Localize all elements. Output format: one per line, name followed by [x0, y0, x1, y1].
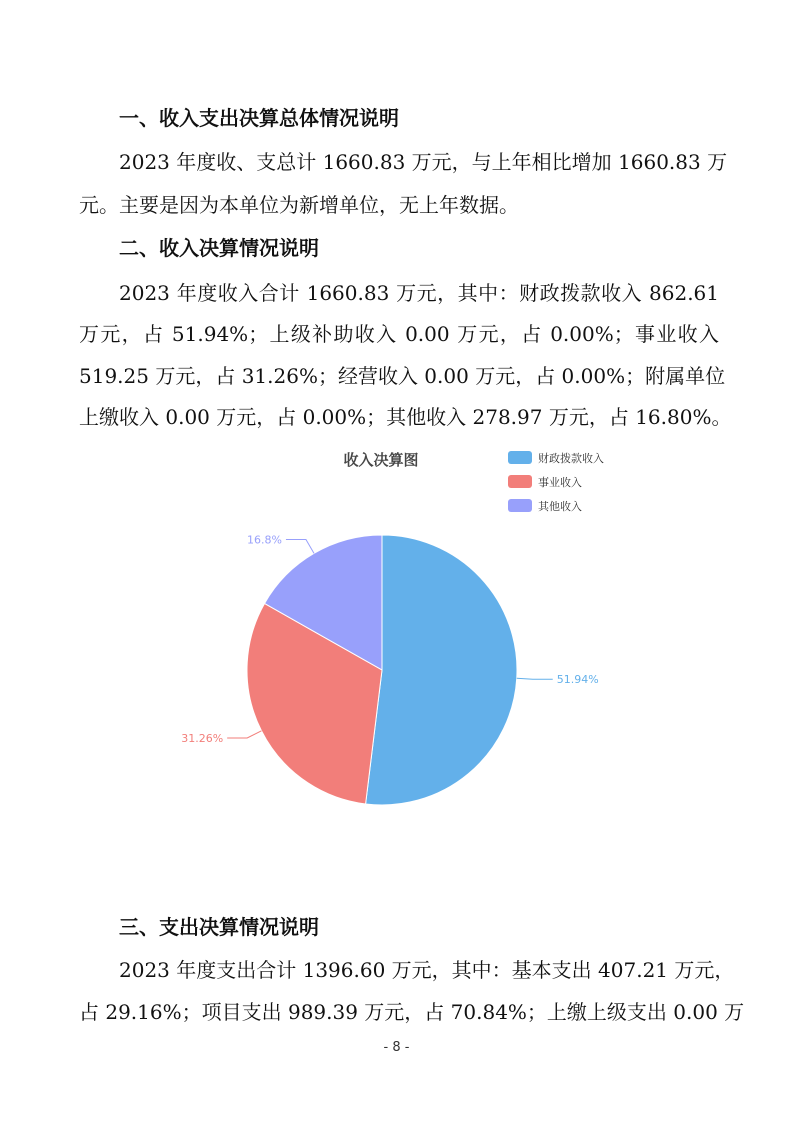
legend-swatch-1	[508, 451, 532, 464]
section-3-line-1: 2023 年度支出合计 1396.60 万元，其中：基本支出 407.21 万元，	[119, 958, 735, 982]
chart-title: 收入决算图	[343, 451, 419, 469]
legend-swatch-2	[508, 475, 532, 488]
legend-swatch-3	[508, 499, 532, 512]
section-2-line-4: 上缴收入 0.00 万元，占 0.00%；其他收入 278.97 万元，占 16.80%。	[79, 405, 732, 429]
section-1-heading: 一、收入支出决算总体情况说明	[119, 106, 399, 130]
section-1-line-2: 元。主要是因为本单位为新增单位，无上年数据。	[79, 193, 519, 217]
pie-slice-1	[366, 535, 517, 805]
section-3-heading: 三、支出决算情况说明	[119, 915, 319, 939]
section-3-line-2: 占 29.16%；项目支出 989.39 万元，占 70.84%；上缴上级支出 0.00 万	[79, 1000, 745, 1024]
pie-label-2: 31.26%	[181, 731, 224, 745]
legend-label-1: 财政拨款收入	[538, 452, 604, 465]
pie-label-3: 16.8%	[246, 533, 282, 547]
page-number: - 8 -	[383, 1040, 410, 1055]
pie-label-line-1	[517, 678, 553, 679]
section-2-heading: 二、收入决算情况说明	[119, 236, 319, 260]
section-2-line-2: 万元，占 51.94%；上级补助收入 0.00 万元，占 0.00%；事业收入	[79, 322, 719, 346]
pie-label-line-3	[286, 540, 314, 554]
pie-label-line-2	[227, 731, 261, 738]
pie-label-1: 51.94%	[556, 673, 599, 687]
legend-label-2: 事业收入	[538, 476, 582, 489]
legend-label-3: 其他收入	[538, 500, 582, 513]
section-2-line-1: 2023 年度收入合计 1660.83 万元，其中：财政拨款收入 862.61	[119, 281, 719, 305]
section-1-line-1: 2023 年度收、支总计 1660.83 万元，与上年相比增加 1660.83 万	[119, 150, 728, 174]
section-2-line-3: 519.25 万元，占 31.26%；经营收入 0.00 万元，占 0.00%；附属单位	[79, 364, 726, 388]
